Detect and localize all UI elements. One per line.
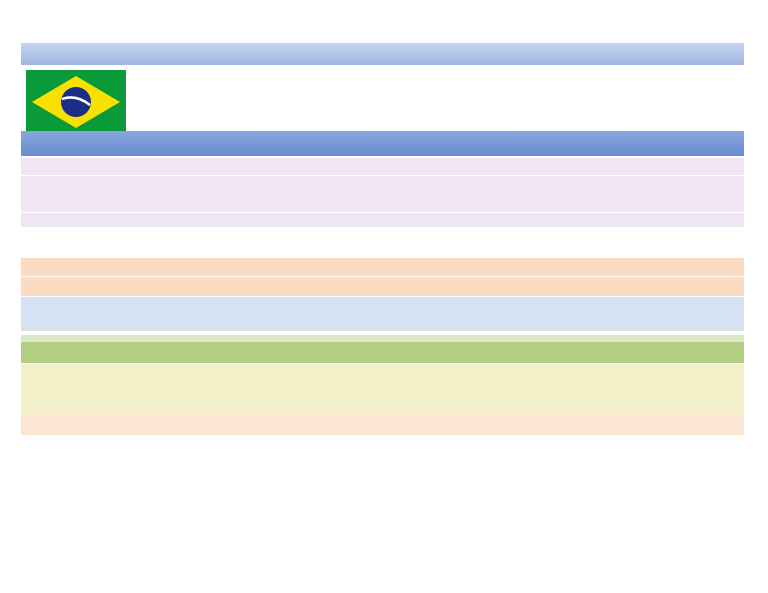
pib-pc-mundo (609, 215, 614, 225)
pib-band (21, 158, 744, 227)
header-band (21, 131, 744, 156)
ied-band (21, 414, 744, 435)
comercio-band (21, 342, 744, 363)
brazil-flag-icon (26, 70, 126, 134)
balanza-band-main (21, 297, 744, 330)
indices-band (21, 364, 744, 414)
title-band (21, 43, 744, 65)
brazil-flag (26, 70, 126, 134)
